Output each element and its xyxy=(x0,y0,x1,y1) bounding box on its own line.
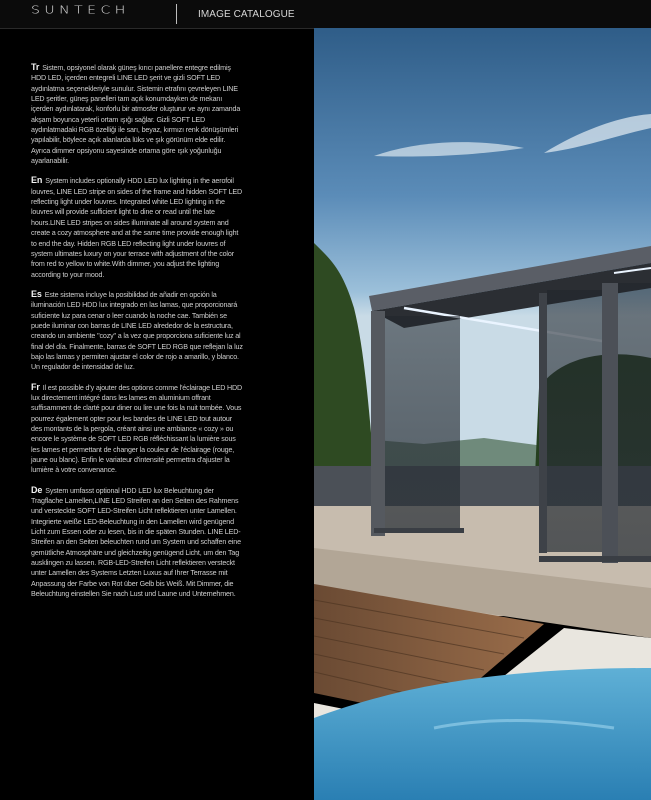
paragraph-en xyxy=(31,175,243,279)
header-divider xyxy=(176,4,177,24)
lang-code: Fr xyxy=(31,381,40,392)
paragraph-text: Il est possible d'y ajouter des options comme l'éclairage LED HDD lux directement intégré dans les lames en aluminium offrant suffisamment de clarté pour diner ou lire une fois la nuit tombée. Vous pourrez également opter pour les bandes de LINE LED tout autour des montants de la pergola, créant ainsi une ambiance « cozy » ou encore le système de SOFT LED RGB réfléchissant la lumière sous les lames et permettant de changer la couleur de l'éclairage (rouge, jaune ou blanc). Enfin le variateur d'intensité permettra d'ajuster la lumière à votre convenance. xyxy=(31,383,243,475)
glass-rail xyxy=(539,556,651,562)
pergola-post xyxy=(539,293,547,553)
lang-code: De xyxy=(31,484,43,495)
text-column xyxy=(31,62,243,610)
brand-logo: SUNTECH xyxy=(31,4,130,17)
paragraph-text: Sistem, opsiyonel olarak güneş kırıcı panellere entegre edilmiş HDD LED, içerden entegreli LINE LED şerit ve gizli SOFT LED aydınlatma seçenekleriyle sunulur. Sistemin etrafını çevreleyen LINE LED şeritler, güneş panelleri tam açık konumdayken de mekanı içerden aydınlatarak, konforlu bir atmosfer oluşturur ve aynı zamanda akşam boyunca yeterli ortam ışığı sağlar. Gizli SOFT LED aydınlatmadaki RGB özelliği ile sarı, beyaz, kırmızı renk dönüşümleri yapılabilir, böylece açık alanlarda lüks ve şık görünüm elde edilir. Ayrıca dimmer opsiyonu sayesinde ortama göre ışık yoğunluğu ayarlanabilir. xyxy=(31,64,241,166)
section-title: IMAGE CATALOGUE xyxy=(198,9,295,20)
glass-panel xyxy=(385,316,460,531)
paragraph-fr xyxy=(31,382,243,476)
paragraph-text: Este sistema incluye la posibilidad de añadir en opción la iluminación LED HDD lux integrado en las lamas, que proporcionará suficiente luz para cenar o leer cuando la noche cae. También se puede iluminar con barras de LINE LED alrededor de la estructura, creando un ambiente "cozy" a la vez que proporciona suficiente luz al final del día. Finalmente, barras de SOFT LED RGB que reflejan la luz bajo las lamas y permiten ajustar el color de rojo a amarillo, y blanco. Un regulador de intensidad de luz. xyxy=(31,290,243,372)
glass-rail xyxy=(374,528,464,533)
paragraph-de xyxy=(31,485,243,600)
glass-panel xyxy=(547,290,602,552)
pergola-post xyxy=(602,283,618,563)
lang-code: Tr xyxy=(31,62,40,72)
pergola-post xyxy=(371,311,385,536)
paragraph-text: System includes optionally HDD LED lux lighting in the aerofoil louvres, LINE LED stripe on sides of the frame and hidden SOFT LED reflecting light under louvres. Integrated white LED lighting in the louvres will provide sufficient light to dine or read until the late hours.LINE LED stripes on sides illuminate all around system and create a cozy atmosphere and at the same time provide enough light to end the day. Hidden RGB LED reflecting light under louvres of system ultimates luxury on your terrace with adjustment of the color from red to yellow to white.With dimmer, you adjust the lighting according to your mood. xyxy=(31,177,243,279)
lang-code: Es xyxy=(31,288,42,299)
pergola-photo xyxy=(314,28,651,800)
paragraph-es xyxy=(31,289,243,373)
paragraph-text: System umfasst optional HDD LED lux Beleuchtung der Tragflache Lamellen,LINE LED Streifen an den Seiten des Rahmens und versteckte SOFT LED-Streifen Licht reflektieren unter Lamellen. Integrierte weiße LED-Beleuchtung in den Lamellen wird genügend Licht zum Essen oder zu lesen, bis in die späten Stunden. LINE LED-Streifen an den Seiten beleuchten rund um System und schaffen eine gemütliche Atmosphäre und gleichzeitig genügend Licht, um den Tag ausklingen zu lassen. RGB-LED-Streifen Licht reflektieren versteckt unter Lamellen des Systems Letzten Luxus auf Ihrer Terrasse mit Anpassung der Farbe von Rot über Gelb bis Weiß. Mit Dimmer, die Beleuchtung einstellen Sie nach Lust und Laune und Unternehmen. xyxy=(31,486,241,599)
paragraph-tr xyxy=(31,62,243,166)
glass-panel xyxy=(618,283,651,558)
lang-code: En xyxy=(31,175,43,186)
header-bar xyxy=(0,0,651,29)
